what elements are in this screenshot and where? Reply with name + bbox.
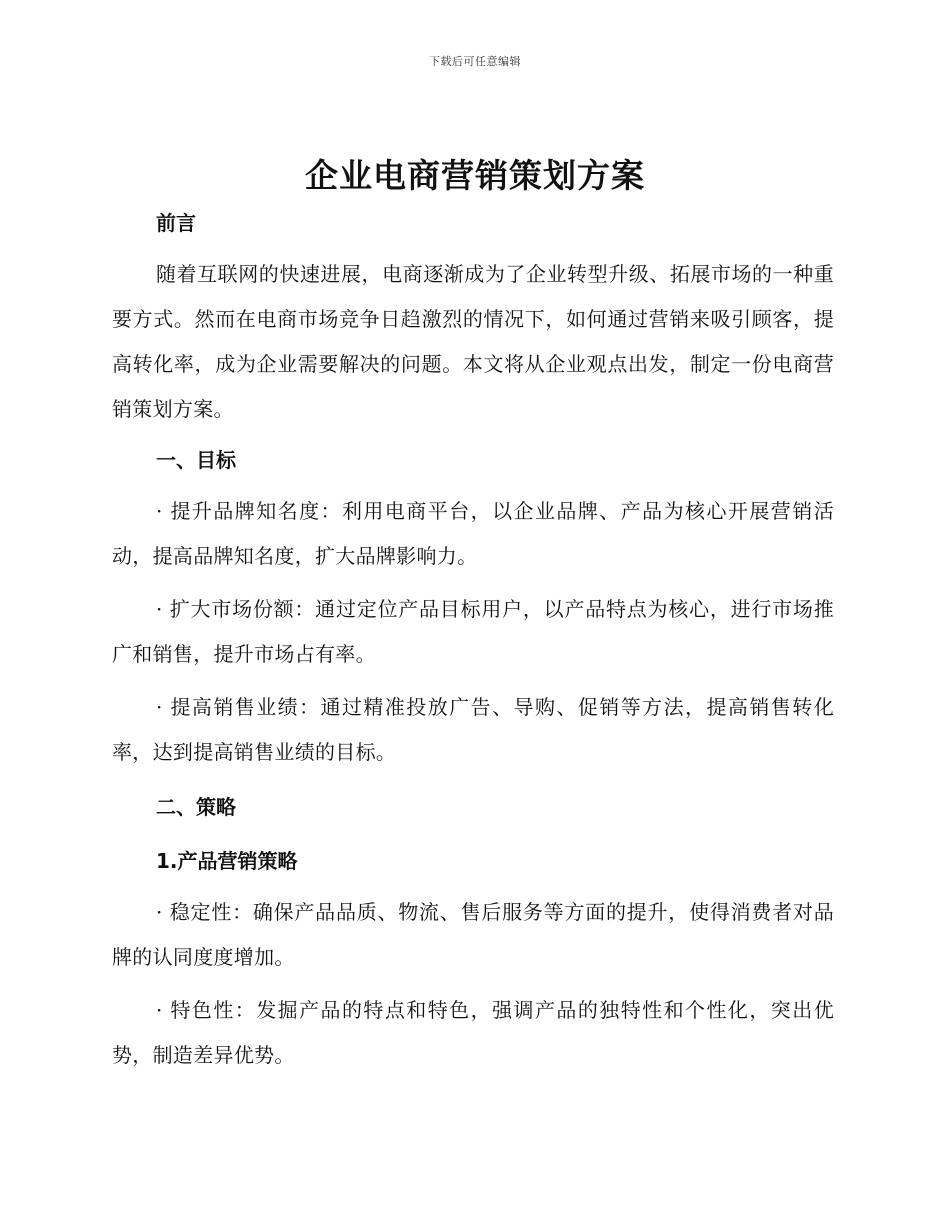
preface-heading: 前言 xyxy=(156,211,196,235)
preface-paragraph: 随着互联网的快速进展，电商逐渐成为了企业转型升级、拓展市场的一种重要方式。然而在电商市场竞争日趋激烈的情况下，如何通过营销来吸引顾客，提高转化率，成为企业需要解决的问题。本文将从企业观点出发，制定一份电商营销策划方案。 xyxy=(112,262,834,421)
document-title: 企业电商营销策划方案 xyxy=(305,156,645,195)
goal-item-brand-awareness: · 提升品牌知名度：利用电商平台，以企业品牌、产品为核心开展营销活动，提高品牌知名度，扩大品牌影响力。 xyxy=(112,499,834,568)
subsection-product-strategy-heading: 1.产品营销策略 xyxy=(156,849,298,873)
strategy-item-stability: · 稳定性：确保产品品质、物流、售后服务等方面的提升，使得消费者对品牌的认同度度增加。 xyxy=(112,900,834,969)
page-header: 下载后可任意编辑 xyxy=(429,55,521,68)
goal-item-sales: · 提高销售业绩：通过精准投放广告、导购、促销等方法，提高销售转化率，达到提高销售业绩的目标。 xyxy=(112,695,834,764)
section-goals-heading: 一、目标 xyxy=(156,448,236,472)
strategy-item-uniqueness: · 特色性：发掘产品的特点和特色，强调产品的独特性和个性化，突出优势，制造差异优势。 xyxy=(112,998,834,1067)
section-strategy-heading: 二、策略 xyxy=(156,795,236,819)
goal-item-market-share: · 扩大市场份额：通过定位产品目标用户，以产品特点为核心，进行市场推广和销售，提升市场占有率。 xyxy=(112,597,834,666)
